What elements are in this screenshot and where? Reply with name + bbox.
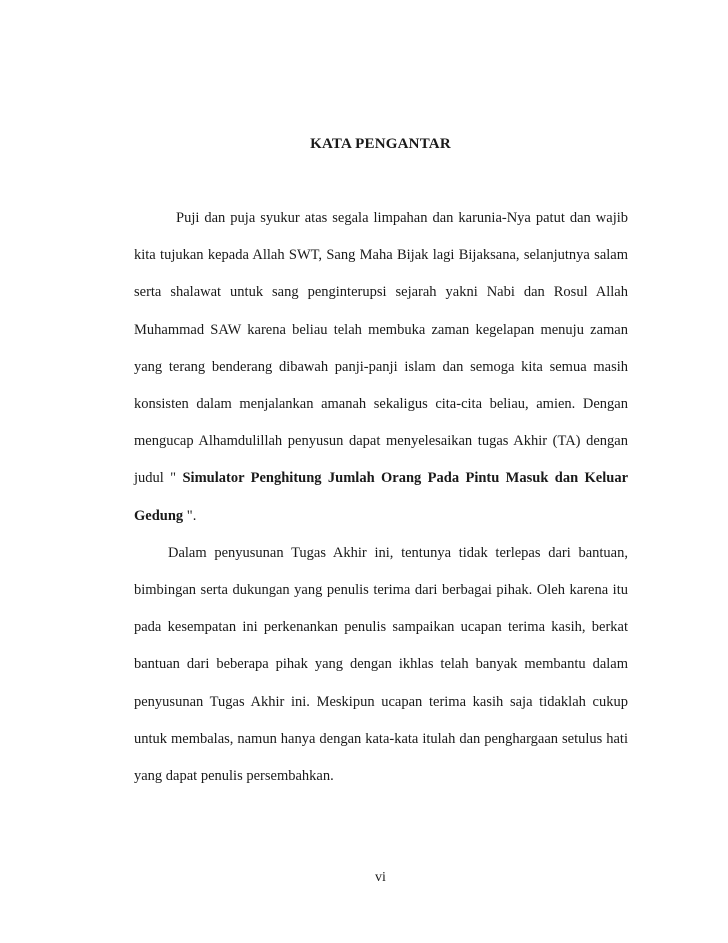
paragraph-intro	[134, 200, 628, 535]
paragraph-acknowledgement: Dalam penyusunan Tugas Akhir ini, tentunya tidak terlepas dari bantuan, bimbingan serta dukungan yang penulis terima dari berbagai pihak. Oleh karena itu pada kesempatan ini perkenankan penulis sampaikan ucapan terima kasih, berkat bantuan dari beberapa pihak yang dengan ikhlas telah banyak membantu dalam penyusunan Tugas Akhir ini. Meskipun ucapan terima kasih saja tidaklah cukup untuk membalas, namun hanya dengan kata-kata itulah dan penghargaan setulus hati yang dapat penulis persembahkan.	[134, 544, 628, 785]
document-body	[134, 200, 628, 795]
page-title: KATA PENGANTAR	[310, 136, 451, 152]
page-number: vi	[375, 870, 386, 885]
paragraph-intro-closing: ".	[183, 507, 197, 524]
thesis-title: Simulator Penghitung Jumlah Orang Pada Pintu Masuk dan Keluar Gedung	[134, 470, 629, 524]
paragraph-intro-text: Puji dan puja syukur atas segala limpahan dan karunia-Nya patut dan wajib kita tujukan kepada Allah SWT, Sang Maha Bijak lagi Bijaksana, selanjutnya salam serta shalawat untuk sang penginterupsi sejarah yakni Nabi dan Rosul Allah Muhammad SAW karena beliau telah membuka zaman kegelapan menuju zaman yang terang benderang dibawah panji-panji islam dan semoga kita semua masih konsisten dalam menjalankan amanah sekaligus cita-cita beliau, amien. Dengan mengucap Alhamdulillah penyusun dapat menyelesaikan tugas Akhir (TA) dengan judul "	[134, 210, 628, 487]
